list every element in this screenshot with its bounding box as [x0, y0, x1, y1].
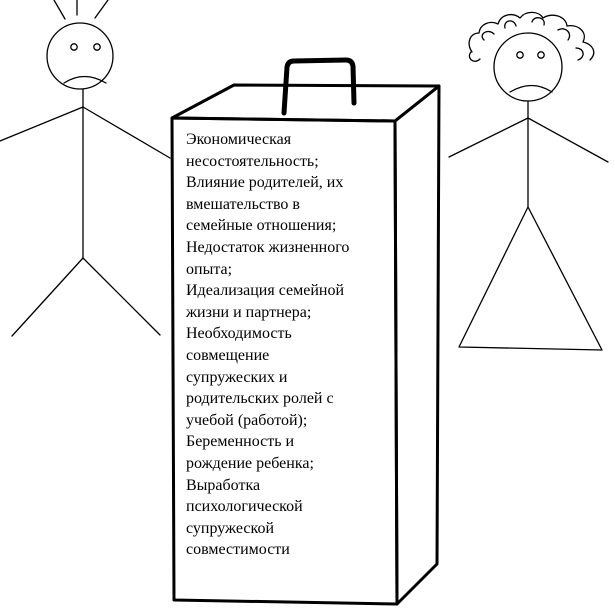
bag-text-line: Влияние родителей, их [186, 174, 344, 192]
bag-text-line: родительских ролей с [186, 390, 334, 408]
bag-text-line: психологической [186, 498, 303, 516]
left-figure-arms [0, 107, 170, 158]
right-figure-curly-hair [469, 12, 594, 61]
bag-top-face [172, 85, 439, 121]
bag-text-line: супружеской [186, 519, 274, 537]
bag-text-line: учебой (работой); [186, 411, 308, 429]
left-figure-head [47, 23, 113, 89]
left-stick-figure [0, 0, 170, 336]
bag-text-line: Необходимость [186, 325, 292, 343]
bag-text-line: Экономическая [186, 131, 292, 148]
bag-text-line: опыта; [186, 260, 233, 278]
bag-text-list [186, 129, 390, 561]
bag-text-line: жизни и партнера; [186, 303, 312, 321]
bag-text-line: совместимости [186, 541, 290, 559]
bag-text-line: Недостаток жизненного [186, 238, 350, 256]
left-figure-legs [12, 258, 160, 336]
right-figure-head [494, 33, 562, 101]
right-stick-figure [449, 12, 608, 350]
left-figure-face [64, 44, 106, 83]
bag-text-line: несостоятельность; [186, 152, 319, 170]
right-figure-dress [459, 207, 602, 350]
bag-text-line: совмещение [186, 346, 270, 364]
bag-side-face [395, 86, 439, 604]
bag-text-line: вмешательство в [186, 195, 300, 213]
bag-text-line: Идеализация семейной [186, 282, 344, 300]
bag-text-line: супружеских и [186, 368, 288, 386]
bag-text-line: семейные отношения; [186, 217, 337, 235]
bag-text-line: Беременность и [186, 433, 295, 451]
right-figure-face [510, 52, 552, 92]
bag-text-line: Выработка [186, 476, 261, 494]
bag-text-line: рождение ребенка; [186, 454, 314, 472]
left-figure-hair [54, 0, 108, 19]
